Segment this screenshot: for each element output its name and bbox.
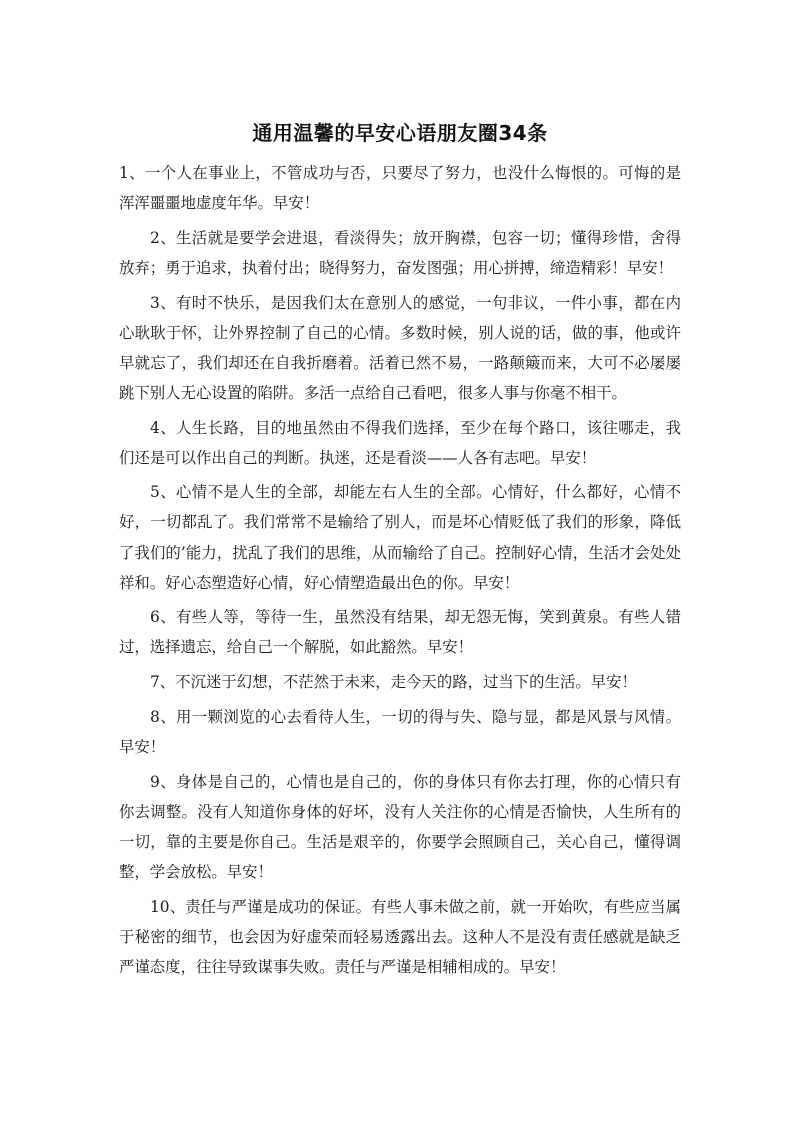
- paragraph-4: 4、人生长路，目的地虽然由不得我们选择，至少在每个路口，该往哪走，我们还是可以作出自己的判断。执迷，还是看淡——人各有志吧。早安！: [119, 418, 681, 467]
- paragraph-5: 5、心情不是人生的全部，却能左右人生的全部。心情好，什么都好，心情不好，一切都乱了。我们常常不是输给了别人，而是坏心情贬低了我们的形象，降低了我们的’能力，扰乱了我们的思维，从而输给了自己。控制好心情，生活才会处处祥和。好心态塑造好心情，好心情塑造最出色的你。早安！: [119, 483, 681, 592]
- paragraph-2: 2、生活就是要学会进退，看淡得失；放开胸襟，包容一切；懂得珍惜，舍得放弃；勇于追求，执着付出；晓得努力，奋发图强；用心拼搏，缔造精彩！早安！: [119, 228, 681, 277]
- paragraph-10: 10、责任与严谨是成功的保证。有些人事未做之前，就一开始吹，有些应当属于秘密的细节，也会因为好虚荣而轻易透露出去。这种人不是没有责任感就是缺乏严谨态度，往往导致谋事失败。责任与严谨是相辅相成的。早安！: [119, 897, 681, 976]
- paragraph-9: 9、身体是自己的，心情也是自己的，你的身体只有你去打理，你的心情只有你去调整。没有人知道你身体的好坏，没有人关注你的心情是否愉快，人生所有的一切，靠的主要是你自己。生活是艰辛的，你要学会照顾自己，关心自己，懂得调整，学会放松。早安！: [119, 772, 681, 881]
- paragraph-1: 1、一个人在事业上，不管成功与否，只要尽了努力，也没什么悔恨的。可悔的是浑浑噩噩地虚度年华。早安！: [119, 164, 681, 213]
- document-body: [119, 158, 681, 986]
- paragraph-3: 3、有时不快乐，是因我们太在意别人的感觉，一句非议，一件小事，都在内心耿耿于怀，让外界控制了自己的心情。多数时候，别人说的话，做的事，他或许早就忘了，我们却还在自我折磨着。活着已然不易，一路颠簸而来，大可不必屡屡跳下别人无心设置的陷阱。多活一点给自己看吧，很多人事与你毫不相干。: [119, 293, 681, 402]
- paragraph-6: 6、有些人等，等待一生，虽然没有结果，却无怨无悔，笑到黄泉。有些人错过，选择遗忘，给自己一个解脱，如此豁然。早安！: [119, 608, 681, 657]
- document-title: 通用温馨的早安心语朋友圈34条: [252, 121, 548, 145]
- paragraph-7: 7、不沉迷于幻想，不茫然于未来，走今天的路，过当下的生活。早安！: [150, 673, 637, 692]
- paragraph-8: 8、用一颗浏览的心去看待人生，一切的得与失、隐与显，都是风景与风情。早安！: [119, 707, 681, 756]
